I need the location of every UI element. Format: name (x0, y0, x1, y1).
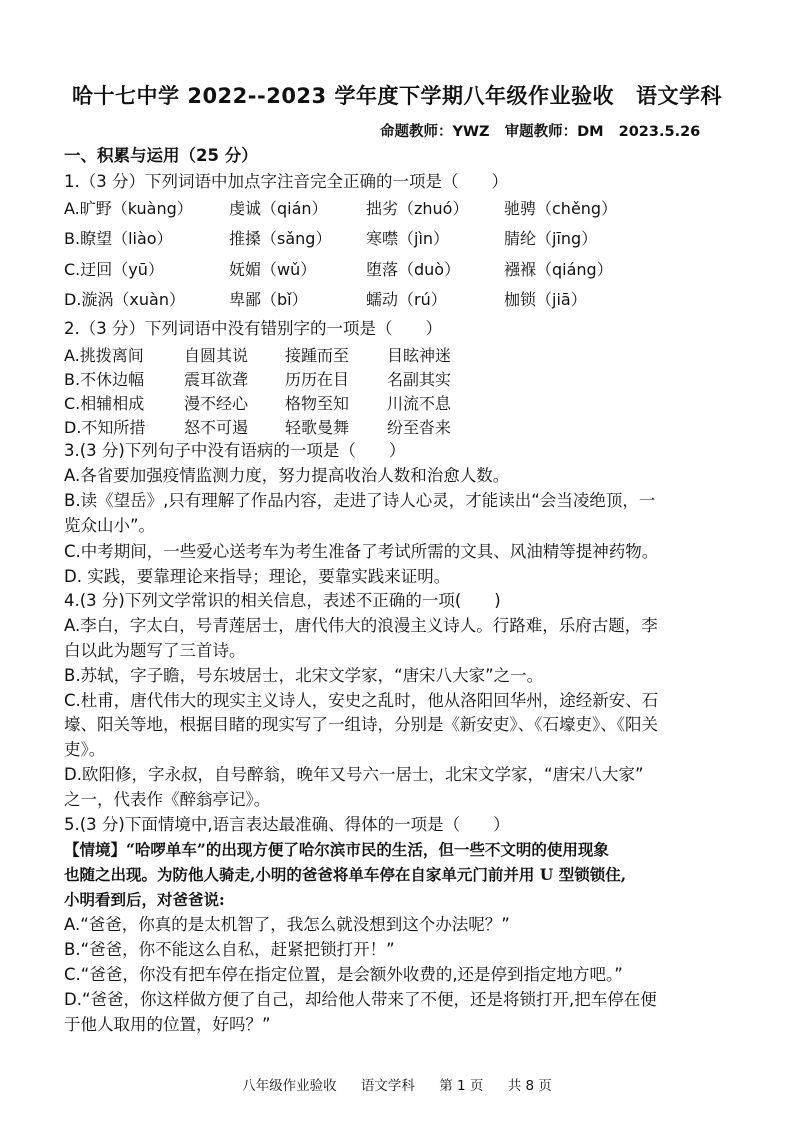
option-cell: 格物至知 (285, 394, 350, 413)
section-heading: 一、积累与运用（25 分） (64, 146, 258, 165)
option-cell: 寒噤（jìn） (366, 229, 450, 248)
option-cell: A.挑拨离间 (64, 346, 144, 365)
page-title (0, 80, 794, 110)
option-cell: 接踵而至 (285, 346, 350, 365)
q4-stem: 4.(3 分)下列文学常识的相关信息，表述不正确的一项( ) (64, 591, 501, 610)
option-cell: D.漩涡（xuàn） (64, 290, 185, 309)
q5-option-d: D.“爸爸，你这样做方便了自己，却给他人带来了不便，还是将锁打开,把车停在便 (64, 990, 657, 1009)
q3-option-d: D. 实践，要靠理论来指导；理论，要靠实践来证明。 (64, 567, 451, 586)
option-cell: 虔诚（qián） (229, 199, 328, 218)
q3-option-b: B.读《望岳》,只有理解了作品内容，走进了诗人心灵，才能读出“会当凌绝顶，一 (64, 491, 656, 510)
option-cell: 推搡（sǎng） (229, 229, 332, 248)
q4-option-c: C.杜甫，唐代伟大的现实主义诗人，安史之乱时，他从洛阳回华州，途经新安、石 (64, 691, 659, 710)
q5-stem: 5.(3 分)下面情境中,语言表达最准确、得体的一项是（ ） (64, 815, 510, 834)
title-subject: 语文学科 (635, 84, 722, 108)
q5-option-a: A.“爸爸，你真的是太机智了，我怎么就没想到这个办法呢？” (64, 915, 510, 934)
q5-context-cont: 也随之出现。为防他人骑走,小明的爸爸将单车停在自家单元门前并用 U 型锁锁住, (64, 865, 627, 884)
q3-option-c: C.中考期间，一些爱心送考车为考生准备了考试所需的文具、风油精等提神药物。 (64, 542, 659, 561)
option-cell: C.相辅相成 (64, 394, 145, 413)
q5-option-b: B.“爸爸，你不能这么自私，赶紧把锁打开！” (64, 940, 395, 959)
option-cell: 自圆其说 (184, 346, 249, 365)
option-cell: 拙劣（zhuó） (366, 199, 469, 218)
q4-option-b: B.苏轼，字子瞻，号东坡居士，北宋文学家，“唐宋八大家”之一。 (64, 666, 544, 685)
option-cell: D.不知所措 (64, 418, 146, 437)
q5-context-cont2: 小明看到后，对爸爸说: (64, 890, 225, 909)
q4-option-c-cont: 壕、阳关等地，根据目睹的现实写了一组诗，分别是《新安吏》、《石壕吏》、《阳关 (64, 715, 658, 734)
option-cell: A.旷野（kuàng） (64, 199, 193, 218)
q4-option-a-cont: 白以此为题写了三首诗。 (64, 641, 246, 660)
footer-total: 共 8 页 (507, 1078, 552, 1094)
option-cell: 怒不可遏 (184, 418, 249, 437)
footer-page: 第 1 页 (439, 1078, 484, 1094)
option-cell: B.瞭望（liào） (64, 229, 173, 248)
option-cell: 驰骋（chěng） (504, 199, 618, 218)
footer-exam: 八年级作业验收 (242, 1078, 337, 1094)
exam-date: 2023.5.26 (618, 124, 701, 140)
setter-label: 命题教师：YWZ (380, 124, 490, 140)
option-cell: 川流不息 (387, 394, 452, 413)
option-cell: 震耳欲聋 (184, 370, 249, 389)
teacher-info (380, 120, 710, 141)
q5-context: 【情境】“哈啰单车”的出现方便了哈尔滨市民的生活，但一些不文明的使用现象 (64, 840, 609, 859)
q2-stem: 2.（3 分）下列词语中没有错别字的一项是（ ） (64, 319, 442, 338)
option-cell: 腈纶（jīng） (504, 229, 598, 248)
q3-stem: 3.(3 分)下列句子中没有语病的一项是（ ） (64, 441, 406, 460)
option-cell: 纷至沓来 (387, 418, 452, 437)
option-cell: 枷锁（jiā） (504, 290, 587, 309)
option-cell: 历历在目 (285, 370, 350, 389)
option-cell: 名副其实 (387, 370, 452, 389)
option-cell: 妩媚（wǔ） (229, 260, 317, 279)
q5-option-c: C.“爸爸，你没有把车停在指定位置，是会额外收费的,还是停到指定地方吧。” (64, 965, 623, 984)
option-cell: 卑鄙（bǐ） (229, 290, 308, 309)
page-footer (0, 1074, 794, 1094)
q5-option-d-cont: 于他人取用的位置，好吗？” (64, 1015, 271, 1034)
q3-option-a: A.各省要加强疫情监测力度，努力提高收治人数和治愈人数。 (64, 466, 510, 485)
option-cell: 襁褓（qiáng） (504, 260, 613, 279)
q4-option-c-cont2: 吏》。 (64, 740, 106, 759)
q4-option-a: A.李白，字太白，号青莲居士，唐代伟大的浪漫主义诗人。行路难，乐府古题，李 (64, 616, 658, 635)
reviewer-label: 审题教师：DM (504, 124, 604, 140)
option-cell: 蠕动（rú） (366, 290, 447, 309)
footer-subject: 语文学科 (360, 1078, 415, 1094)
option-cell: C.迂回（yū） (64, 260, 164, 279)
q3-option-b-cont: 览众山小”。 (64, 516, 156, 535)
option-cell: 轻歌曼舞 (285, 418, 350, 437)
q4-option-d-cont: 之一，代表作《醉翁亭记》。 (64, 790, 271, 809)
option-cell: 漫不经心 (184, 394, 249, 413)
option-cell: B.不休边幅 (64, 370, 145, 389)
option-cell: 目眩神迷 (387, 346, 452, 365)
q1-stem: 1.（3 分）下列词语中加点字注音完全正确的一项是（ ） (64, 172, 508, 191)
title-main: 哈十七中学 2022--2023 学年度下学期八年级作业验收 (72, 84, 614, 108)
option-cell: 堕落（duò） (366, 260, 461, 279)
q4-option-d: D.欧阳修，字永叔，自号醉翁，晚年又号六一居士，北宋文学家，“唐宋八大家” (64, 765, 644, 784)
